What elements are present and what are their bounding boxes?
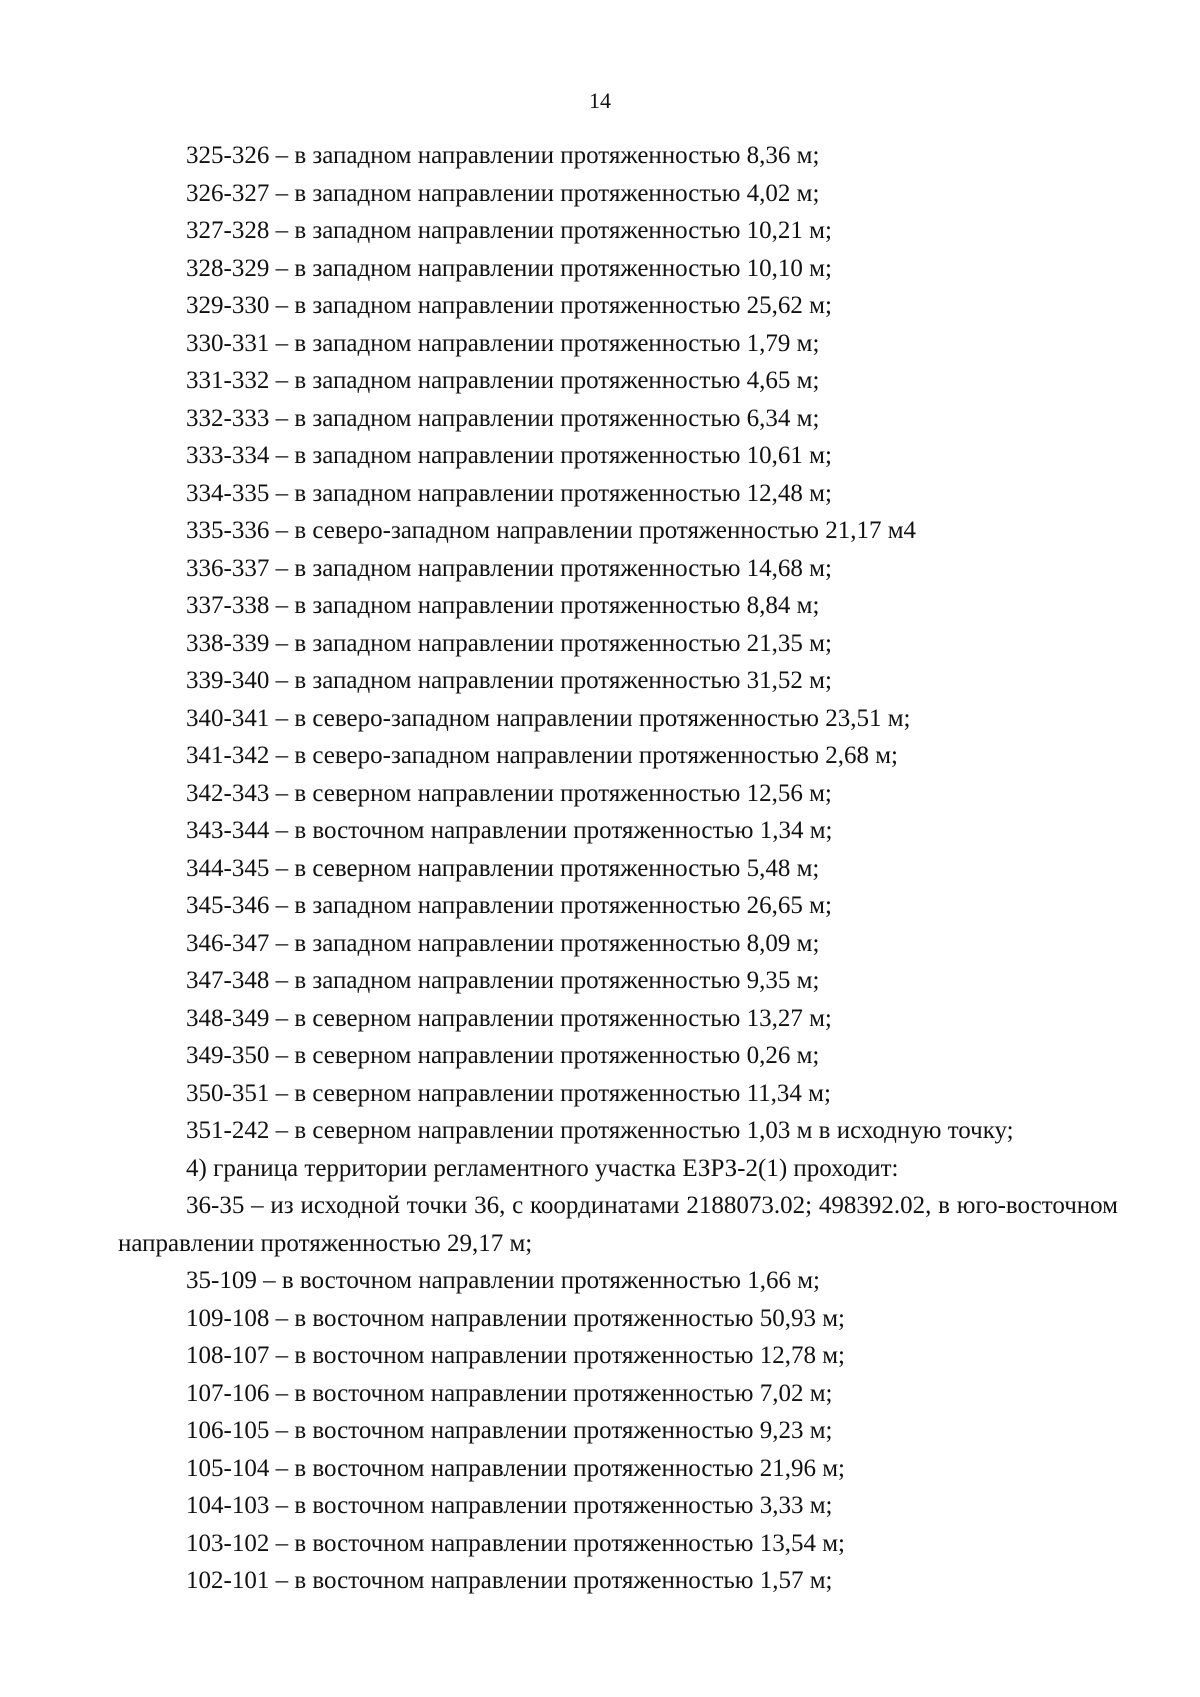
- segment-line: 104-103 – в восточном направлении протяженностью 3,33 м;: [186, 1492, 833, 1519]
- segment-line: 334-335 – в западном направлении протяженностью 12,48 м;: [186, 479, 832, 507]
- segment-line: 327-328 – в западном направлении протяженностью 10,21 м;: [186, 217, 832, 244]
- segment-line: 325-326 – в западном направлении протяженностью 8,36 м;: [186, 142, 820, 169]
- segment-line: 341-342 – в северо-западном направлении протяженностью 2,68 м;: [186, 742, 898, 769]
- segment-line: 350-351 – в северном направлении протяженностью 11,34 м;: [186, 1079, 831, 1107]
- segment-line: 348-349 – в северном направлении протяженностью 13,27 м;: [186, 1004, 832, 1032]
- segment-line: 340-341 – в северо-западном направлении протяженностью 23,51 м;: [186, 704, 911, 732]
- segment-line: 337-338 – в западном направлении протяженностью 8,84 м;: [186, 592, 820, 619]
- segment-line: 351-242 – в северном направлении протяженностью 1,03 м в исходную точку;: [186, 1117, 1014, 1144]
- segment-line: 338-339 – в западном направлении протяженностью 21,35 м;: [186, 629, 832, 657]
- segment-line: 346-347 – в западном направлении протяженностью 8,09 м;: [186, 929, 820, 957]
- segment-paragraph: 36-35 – из исходной точки 36, с координатами 2188073.02; 498392.02, в юго-восточном направлении протяженностью 29,17 м;: [118, 1192, 1118, 1257]
- segment-line: 326-327 – в западном направлении протяженностью 4,02 м;: [186, 179, 820, 207]
- segment-line: 344-345 – в северном направлении протяженностью 5,48 м;: [186, 854, 820, 882]
- segment-line: 107-106 – в восточном направлении протяженностью 7,02 м;: [186, 1379, 833, 1407]
- segment-line: 336-337 – в западном направлении протяженностью 14,68 м;: [186, 554, 832, 582]
- segment-line: 343-344 – в восточном направлении протяженностью 1,34 м;: [186, 817, 833, 844]
- segment-line: 108-107 – в восточном направлении протяженностью 12,78 м;: [186, 1342, 845, 1369]
- segment-line: 349-350 – в северном направлении протяженностью 0,26 м;: [186, 1042, 820, 1069]
- segment-line: 106-105 – в восточном направлении протяженностью 9,23 м;: [186, 1417, 833, 1444]
- segment-line: 109-108 – в восточном направлении протяженностью 50,93 м;: [186, 1304, 845, 1332]
- segment-line: 342-343 – в северном направлении протяженностью 12,56 м;: [186, 779, 832, 807]
- segment-line: 347-348 – в западном направлении протяженностью 9,35 м;: [186, 967, 820, 994]
- segment-line: 105-104 – в восточном направлении протяженностью 21,96 м;: [186, 1454, 845, 1482]
- segment-line: 332-333 – в западном направлении протяженностью 6,34 м;: [186, 404, 820, 432]
- segment-line: 335-336 – в северо-западном направлении протяженностью 21,17 м4: [186, 517, 917, 544]
- segment-line: 333-334 – в западном направлении протяженностью 10,61 м;: [186, 442, 832, 469]
- segment-line: 102-101 – в восточном направлении протяженностью 1,57 м;: [186, 1567, 833, 1594]
- boundary-description: [118, 137, 1118, 1600]
- segment-line: 339-340 – в западном направлении протяженностью 31,52 м;: [186, 667, 832, 694]
- segment-line: 328-329 – в западном направлении протяженностью 10,10 м;: [186, 254, 832, 282]
- section-heading: 4) граница территории регламентного участка ЕЗРЗ-2(1) проходит:: [186, 1154, 899, 1182]
- segment-line: 35-109 – в восточном направлении протяженностью 1,66 м;: [186, 1267, 820, 1294]
- segment-line: 103-102 – в восточном направлении протяженностью 13,54 м;: [186, 1529, 845, 1557]
- segment-line: 330-331 – в западном направлении протяженностью 1,79 м;: [186, 329, 820, 357]
- segment-line: 345-346 – в западном направлении протяженностью 26,65 м;: [186, 892, 832, 919]
- segment-line: 329-330 – в западном направлении протяженностью 25,62 м;: [186, 292, 832, 319]
- page-number: 14: [589, 88, 611, 113]
- segment-line: 331-332 – в западном направлении протяженностью 4,65 м;: [186, 367, 820, 394]
